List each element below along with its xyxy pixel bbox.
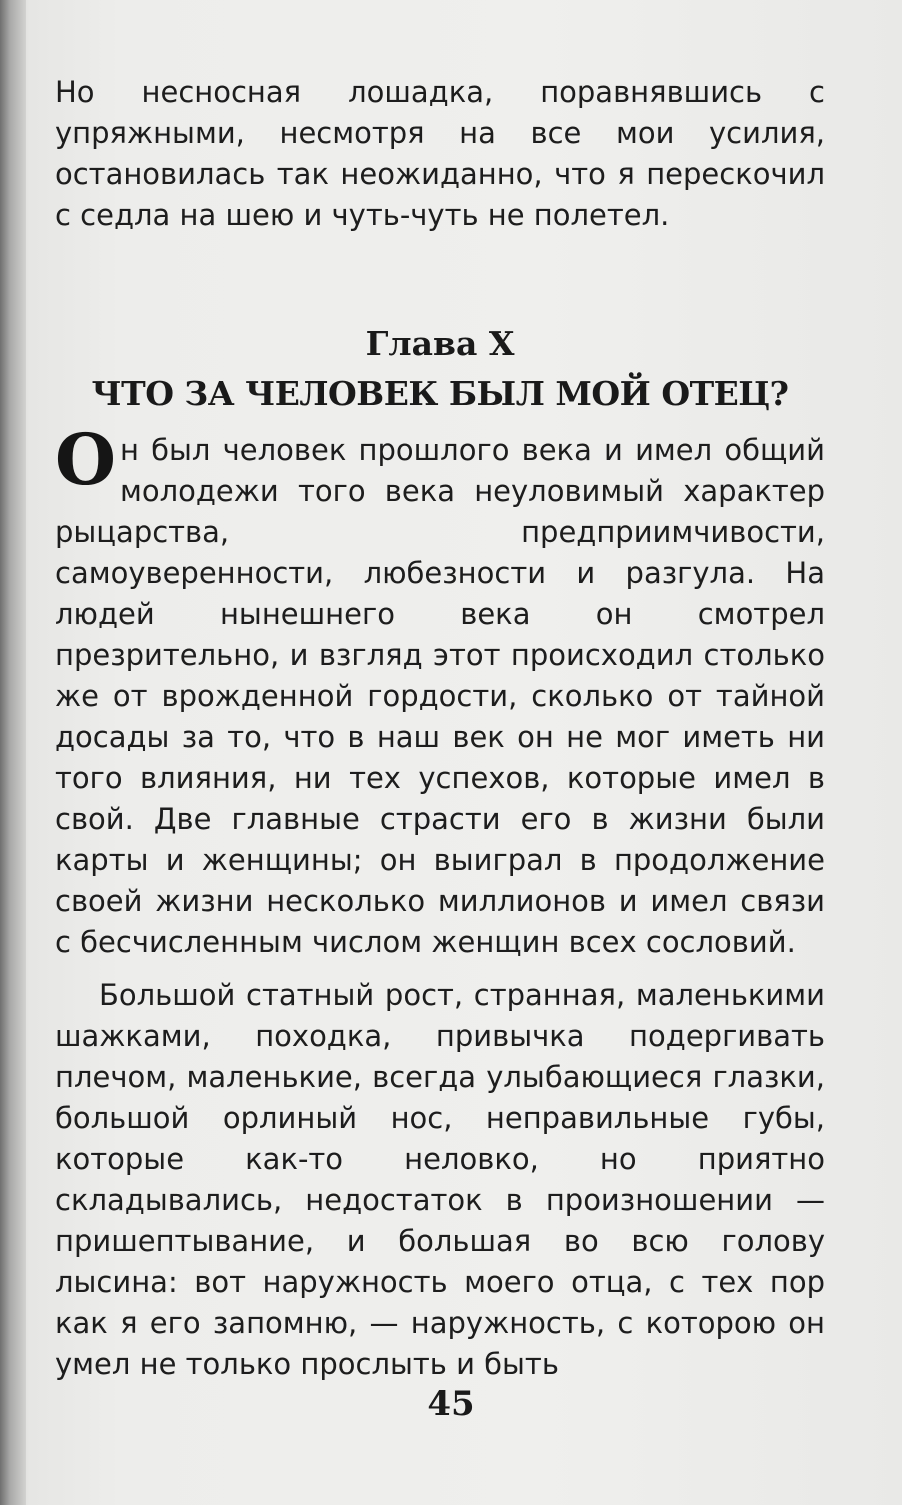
text-block [55, 72, 825, 1385]
page-gutter [0, 0, 26, 1505]
chapter-number: Глава X [365, 324, 515, 363]
paragraph-1 [55, 418, 825, 963]
drop-cap: О [55, 418, 116, 501]
paragraph-1-text: н был человек прошлого века и имел общий молодежи того века неуловимый характер рыцарства, предприимчивости, самоуверенности, любезности и разгула. На людей нынешнего века он смотрел презрительно, и взгляд этот происходил столько же от врожденной гордости, сколько от тайной досады за то, что в наш век он не мог иметь ни того влияния, ни тех успехов, которые имел в свой. Две главные страсти его в жизни были карты и женщины; он выиграл в продолжение своей жизни несколько миллионов и имел связи с бесчисленным числом женщин всех сословий. [55, 433, 825, 959]
chapter-title: ЧТО ЗА ЧЕЛОВЕК БЫЛ МОЙ ОТЕЦ? [91, 374, 789, 413]
paragraph-2: Большой статный рост, странная, маленькими шажками, походка, привычка подергивать плечом, маленькие, всегда улыбающиеся глазки, большой орлиный нос, неправильные губы, которые как-то неловко, но приятно складывались, недостаток в произношении — пришептывание, и большая во всю голову лысина: вот наружность моего отца, с тех пор как я его запомню, — наружность, с которою он умел не только прослыть и быть [55, 978, 825, 1381]
page-number: 45 [427, 1384, 475, 1424]
top-paragraph: Но несносная лошадка, поравнявшись с упряжными, несмотря на все мои усилия, остановилась так неожиданно, что я перескочил с седла на шею и чуть-чуть не полетел. [55, 75, 825, 232]
